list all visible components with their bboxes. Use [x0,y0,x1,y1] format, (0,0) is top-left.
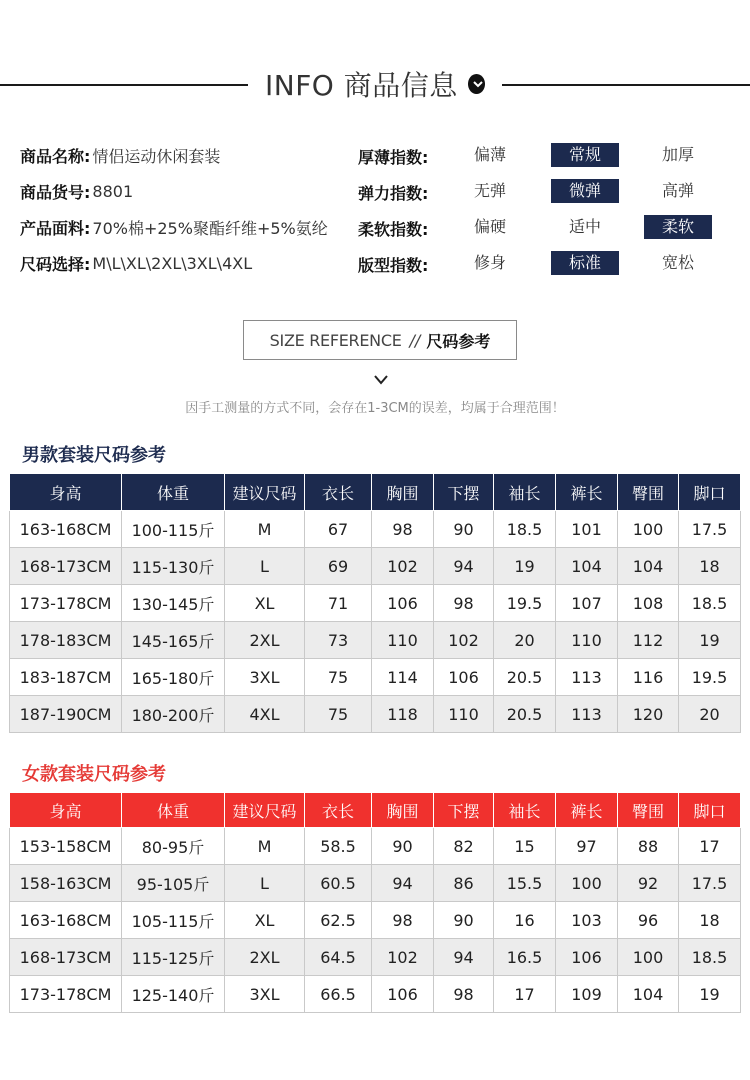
index-option-selected: 微弹 [551,179,619,203]
index-option-selected: 常规 [551,143,619,167]
table-cell: 18 [679,902,741,939]
table-cell: 183-187CM [10,659,122,696]
index-label: 版型指数: [358,256,429,275]
info-label: 商品货号: [20,182,91,202]
info-row-sku [20,179,133,203]
table-cell: 17 [494,976,556,1013]
index-option: 适中 [568,217,601,236]
chevron-down-icon [468,74,485,94]
table-cell: 110 [434,696,494,733]
table-cell: M [225,511,305,548]
size-reference-cn: 尺码参考 [426,331,491,351]
index-option: 偏硬 [473,217,506,236]
women-table-body [10,828,741,1013]
table-cell: 118 [372,696,434,733]
table-cell: 106 [434,659,494,696]
table-cell: 145-165斤 [122,622,225,659]
table-cell: 90 [434,511,494,548]
column-header: 裤长 [556,793,618,828]
table-cell: L [225,548,305,585]
table-cell: 15 [494,828,556,865]
table-cell: 20 [679,696,741,733]
table-cell: 98 [434,585,494,622]
column-header: 裤长 [556,474,618,511]
table-cell: 3XL [225,976,305,1013]
table-cell: 60.5 [305,865,372,902]
column-header: 袖长 [494,474,556,511]
table-cell: 168-173CM [10,548,122,585]
table-cell: 115-130斤 [122,548,225,585]
table-cell: 103 [556,902,618,939]
column-header: 胸围 [372,474,434,511]
info-header-title: INFO 商品信息 [265,69,458,102]
table-cell: 98 [372,902,434,939]
index-label: 弹力指数: [358,184,429,203]
table-cell: 130-145斤 [122,585,225,622]
index-option: 宽松 [661,253,694,272]
table-cell: 62.5 [305,902,372,939]
women-size-title: 女款套装尺码参考 [22,764,166,785]
table-cell: 110 [372,622,434,659]
table-row [10,902,741,939]
table-cell: 98 [434,976,494,1013]
index-option-selected: 柔软 [644,215,712,239]
table-cell: 17.5 [679,865,741,902]
table-cell: 163-168CM [10,902,122,939]
table-cell: 20.5 [494,696,556,733]
column-header: 身高 [10,474,122,511]
table-cell: 90 [434,902,494,939]
table-cell: 17.5 [679,511,741,548]
table-cell: 98 [372,511,434,548]
info-row-sizes [20,251,252,275]
table-cell: 94 [372,865,434,902]
table-cell: 158-163CM [10,865,122,902]
table-cell: 20 [494,622,556,659]
table-cell: 168-173CM [10,939,122,976]
table-cell: 73 [305,622,372,659]
table-cell: 116 [618,659,679,696]
table-cell: 2XL [225,939,305,976]
column-header: 臀围 [618,474,679,511]
index-label: 厚薄指数: [358,148,429,167]
info-value: 8801 [92,181,134,201]
info-value: M\L\XL\2XL\3XL\4XL [92,253,253,273]
table-cell: M [225,828,305,865]
size-reference-separator: // [409,330,421,350]
header-rule-left [0,84,248,86]
table-cell: 19.5 [494,585,556,622]
table-row [10,976,741,1013]
table-cell: XL [225,902,305,939]
index-row-elasticity [358,179,738,203]
table-cell: 113 [556,696,618,733]
table-row [10,659,741,696]
table-cell: 173-178CM [10,976,122,1013]
table-cell: 92 [618,865,679,902]
column-header: 体重 [122,793,225,828]
table-row [10,585,741,622]
table-cell: 15.5 [494,865,556,902]
header-rule-right [502,84,750,86]
table-cell: 58.5 [305,828,372,865]
table-cell: 82 [434,828,494,865]
info-label: 尺码选择: [20,254,91,274]
table-cell: 18.5 [494,511,556,548]
column-header: 衣长 [305,474,372,511]
table-cell: 69 [305,548,372,585]
table-cell: L [225,865,305,902]
info-label: 商品名称: [20,146,91,166]
men-size-title: 男款套装尺码参考 [22,445,166,466]
table-cell: 106 [372,585,434,622]
table-cell: 75 [305,696,372,733]
table-cell: 2XL [225,622,305,659]
table-row [10,622,741,659]
table-cell: XL [225,585,305,622]
table-row [10,511,741,548]
table-cell: 100 [618,511,679,548]
index-option: 高弹 [661,181,694,200]
table-row [10,828,741,865]
table-cell: 97 [556,828,618,865]
table-cell: 102 [434,622,494,659]
size-reference-en: SIZE REFERENCE [269,330,402,350]
table-cell: 178-183CM [10,622,122,659]
table-cell: 100-115斤 [122,511,225,548]
column-header: 脚口 [679,474,741,511]
table-cell: 19.5 [679,659,741,696]
column-header: 胸围 [372,793,434,828]
table-cell: 71 [305,585,372,622]
table-cell: 66.5 [305,976,372,1013]
index-option: 无弹 [473,181,506,200]
table-cell: 115-125斤 [122,939,225,976]
column-header: 下摆 [434,793,494,828]
table-cell: 180-200斤 [122,696,225,733]
column-header: 建议尺码 [225,474,305,511]
table-cell: 106 [372,976,434,1013]
column-header: 脚口 [679,793,741,828]
size-reference-box [243,320,517,360]
info-value: 70%棉+25%聚酯纤维+5%氨纶 [92,218,328,238]
table-row [10,865,741,902]
table-cell: 107 [556,585,618,622]
table-cell: 19 [679,976,741,1013]
table-cell: 19 [494,548,556,585]
column-header: 建议尺码 [225,793,305,828]
table-cell: 94 [434,548,494,585]
table-cell: 100 [556,865,618,902]
column-header: 衣长 [305,793,372,828]
table-cell: 20.5 [494,659,556,696]
men-table-body [10,511,741,733]
table-cell: 153-158CM [10,828,122,865]
info-label: 产品面料: [20,218,91,238]
table-cell: 163-168CM [10,511,122,548]
table-cell: 67 [305,511,372,548]
index-option-selected: 标准 [551,251,619,275]
table-cell: 100 [618,939,679,976]
table-cell: 18 [679,548,741,585]
table-row [10,696,741,733]
women-size-table [9,792,741,1013]
index-row-thickness [358,143,738,167]
table-cell: 106 [556,939,618,976]
column-header: 袖长 [494,793,556,828]
table-cell: 16 [494,902,556,939]
info-header [265,66,485,102]
men-size-table [9,473,741,733]
table-cell: 96 [618,902,679,939]
table-cell: 86 [434,865,494,902]
table-cell: 165-180斤 [122,659,225,696]
table-cell: 114 [372,659,434,696]
index-option: 加厚 [661,145,694,164]
index-row-softness [358,215,738,239]
column-header: 身高 [10,793,122,828]
table-cell: 112 [618,622,679,659]
table-cell: 80-95斤 [122,828,225,865]
index-row-fit [358,251,738,275]
index-option: 修身 [473,253,506,272]
table-cell: 105-115斤 [122,902,225,939]
table-row [10,939,741,976]
chevron-down-icon [373,374,389,386]
table-cell: 125-140斤 [122,976,225,1013]
info-row-fabric [20,215,328,239]
index-label: 柔软指数: [358,220,429,239]
table-cell: 108 [618,585,679,622]
table-cell: 101 [556,511,618,548]
table-cell: 3XL [225,659,305,696]
table-cell: 75 [305,659,372,696]
table-cell: 104 [618,976,679,1013]
table-cell: 104 [556,548,618,585]
table-cell: 19 [679,622,741,659]
table-cell: 18.5 [679,585,741,622]
table-row [10,548,741,585]
table-cell: 16.5 [494,939,556,976]
table-cell: 94 [434,939,494,976]
table-cell: 4XL [225,696,305,733]
table-cell: 102 [372,939,434,976]
table-header-row [10,474,741,511]
table-cell: 95-105斤 [122,865,225,902]
index-option: 偏薄 [473,145,506,164]
table-cell: 187-190CM [10,696,122,733]
table-cell: 18.5 [679,939,741,976]
column-header: 臀围 [618,793,679,828]
info-row-name [20,143,220,167]
column-header: 下摆 [434,474,494,511]
table-cell: 102 [372,548,434,585]
table-cell: 104 [618,548,679,585]
table-cell: 109 [556,976,618,1013]
info-value: 情侣运动休闲套装 [92,146,221,166]
table-cell: 88 [618,828,679,865]
measurement-note: 因手工测量的方式不同，会存在1-3CM的误差，均属于合理范围！ [185,401,565,416]
table-cell: 90 [372,828,434,865]
table-cell: 113 [556,659,618,696]
table-cell: 120 [618,696,679,733]
column-header: 体重 [122,474,225,511]
table-cell: 110 [556,622,618,659]
table-cell: 64.5 [305,939,372,976]
table-header-row [10,793,741,828]
table-cell: 173-178CM [10,585,122,622]
table-cell: 17 [679,828,741,865]
